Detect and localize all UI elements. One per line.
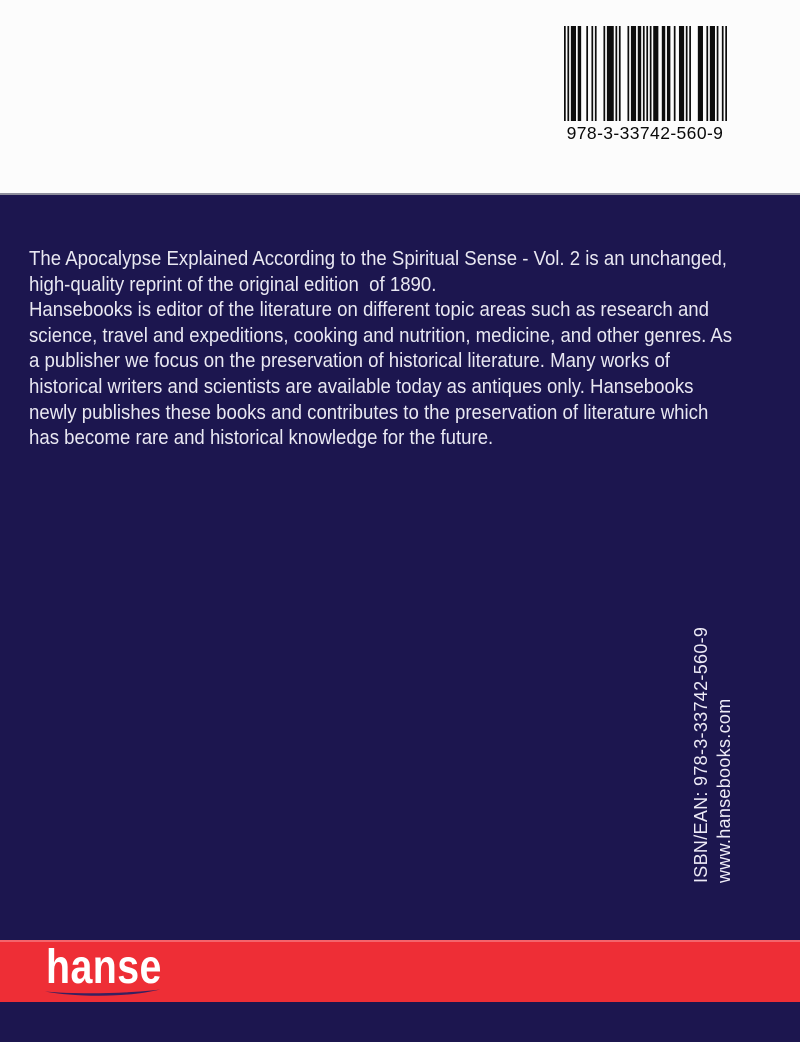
barcode-number: 978-3-33742-560-9: [566, 123, 724, 143]
text-line: a publisher we focus on the preservation of historical literature. Many works of: [29, 350, 670, 373]
text-line: The Apocalypse Explained According to the Spiritual Sense - Vol. 2 is an unchanged,: [29, 248, 727, 270]
hanse-logo-text: hanse: [46, 941, 162, 994]
text-line: Hansebooks is editor of the literature on different topic areas such as research and: [29, 299, 709, 322]
text-line: science, travel and expeditions, cooking and nutrition, medicine, and other genres. As: [29, 324, 733, 347]
footer-red-band: [0, 940, 800, 1002]
text-line: has become rare and historical knowledge for the future.: [29, 427, 494, 450]
barcode: [562, 26, 728, 144]
isbn-ean-label: ISBN/EAN: 978-3-33742-560-9: [691, 626, 711, 883]
text-line: historical writers and scientists are available today as antiques only. Hansebooks: [29, 375, 694, 398]
barcode-icon: [564, 26, 727, 121]
spine-info: [690, 627, 736, 883]
website-label: www.hansebooks.com: [714, 698, 734, 883]
top-white-band: [0, 0, 800, 195]
text-line: newly publishes these books and contributes to the preservation of literature which: [29, 401, 709, 424]
book-description: [29, 247, 732, 452]
text-line: high-quality reprint of the original edition of 1890.: [29, 273, 437, 296]
hanse-logo-swoosh-icon: [44, 987, 161, 998]
